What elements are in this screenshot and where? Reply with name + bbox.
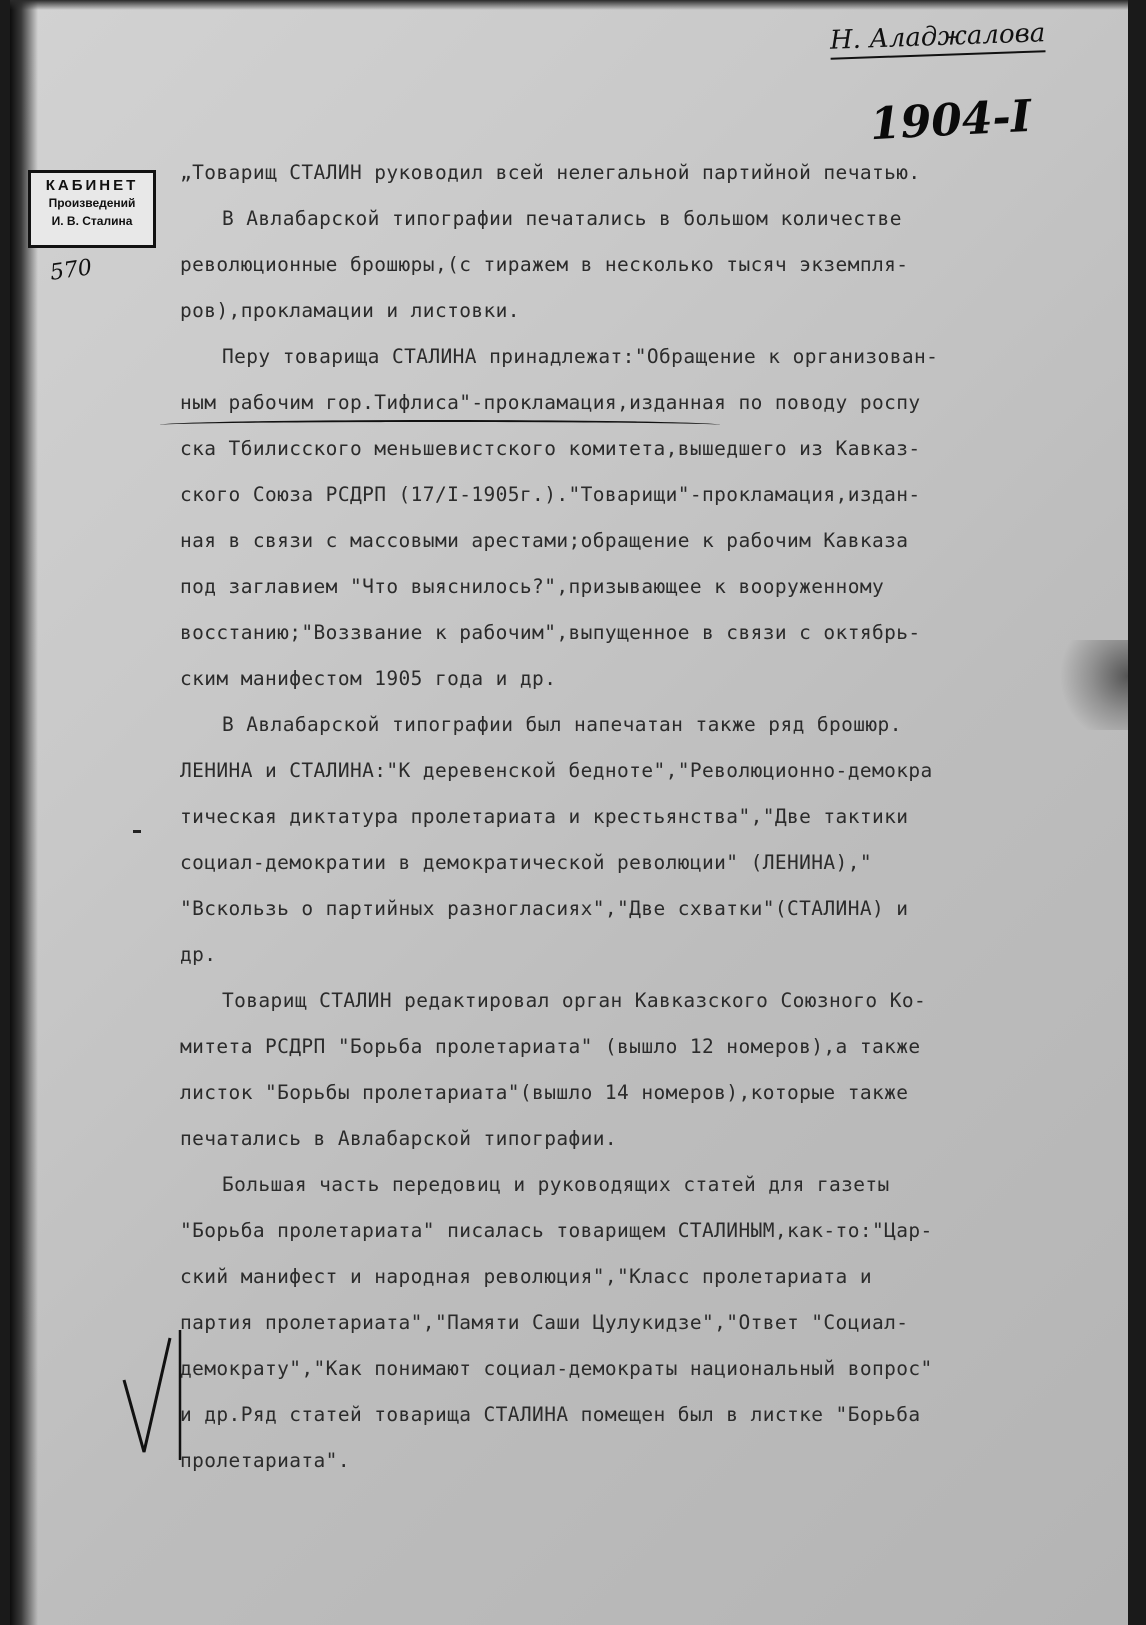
text-line: восстанию;"Воззвание к рабочим",выпущенное в связи с октябрь- — [180, 621, 921, 644]
text-line: ска Тбилисского меньшевистского комитета,вышедшего из Кавказ- — [180, 437, 921, 460]
typed-text-body — [180, 150, 1095, 1484]
text-line: листок "Борьбы пролетариата"(вышло 14 номеров),которые также — [180, 1081, 909, 1104]
text-line: ров),прокламации и листовки. — [180, 299, 520, 322]
handwritten-author-note: Н. Аладжалова — [829, 18, 1045, 59]
text-line: ского Союза РСДРП (17/I-1905г.)."Товарищи"-прокламация,издан- — [180, 483, 921, 506]
text-line: тическая диктатура пролетариата и крестьянства","Две тактики — [180, 805, 909, 828]
text-line: митета РСДРП "Борьба пролетариата" (вышло 12 номеров),а также — [180, 1035, 921, 1058]
text-line: др. — [180, 943, 217, 966]
text-line: пролетариата". — [180, 1449, 350, 1472]
text-line: Большая часть передовиц и руководящих статей для газеты — [222, 1173, 890, 1196]
text-line: ЛЕНИНА и СТАЛИНА:"К деревенской бедноте","Революционно-демокра — [180, 759, 933, 782]
text-line: В Авлабарской типографии был напечатан также ряд брошюр. — [222, 713, 902, 736]
text-line: В Авлабарской типографии печатались в большом количестве — [222, 207, 902, 230]
text-line: печатались в Авлабарской типографии. — [180, 1127, 618, 1150]
text-line: демократу","Как понимают социал-демократы национальный вопрос" — [180, 1357, 933, 1380]
handwritten-year-note: 1904-I — [868, 90, 1033, 151]
text-line: социал-демократии в демократической революции" (ЛЕНИНА)," — [180, 851, 872, 874]
archive-stamp — [28, 170, 156, 248]
text-line: „Товарищ СТАЛИН руководил всей нелегальной партийной печатью. — [180, 161, 921, 184]
stamp-line-2: И. В. Сталина — [51, 214, 133, 228]
text-line: ная в связи с массовыми арестами;обращение к рабочим Кавказа — [180, 529, 909, 552]
text-line: "Вскользь о партийных разногласиях","Две схватки"(СТАЛИНА) и — [180, 897, 909, 920]
stamp-title: КАБИНЕТ — [45, 177, 139, 194]
page-top-edge — [10, 0, 1128, 10]
margin-dash-mark — [133, 830, 141, 833]
document-page — [10, 0, 1128, 1625]
text-line: "Борьба пролетариата" писалась товарищем СТАЛИНЫМ,как-то:"Цар- — [180, 1219, 933, 1242]
handwritten-archive-number: 570 — [48, 255, 94, 286]
text-line: революционные брошюры,(с тиражем в несколько тысяч экземпля- — [180, 253, 909, 276]
text-line: ским манифестом 1905 года и др. — [180, 667, 557, 690]
text-line: партия пролетариата","Памяти Саши Цулукидзе","Ответ "Социал- — [180, 1311, 909, 1334]
text-line: под заглавием "Что выяснилось?",призывающее к вооруженному — [180, 575, 885, 598]
text-line: Перу товарища СТАЛИНА принадлежат:"Обращение к организован- — [222, 345, 939, 368]
text-line: ным рабочим гор.Тифлиса"-прокламация,изданная по поводу роспу — [180, 391, 921, 414]
text-line: ский манифест и народная революция","Класс пролетариата и — [180, 1265, 872, 1288]
stamp-line-1: Произведений — [48, 196, 136, 210]
text-line: и др.Ряд статей товарища СТАЛИНА помещен был в листке "Борьба — [180, 1403, 921, 1426]
text-line: Товарищ СТАЛИН редактировал орган Кавказского Союзного Ко- — [222, 989, 927, 1012]
